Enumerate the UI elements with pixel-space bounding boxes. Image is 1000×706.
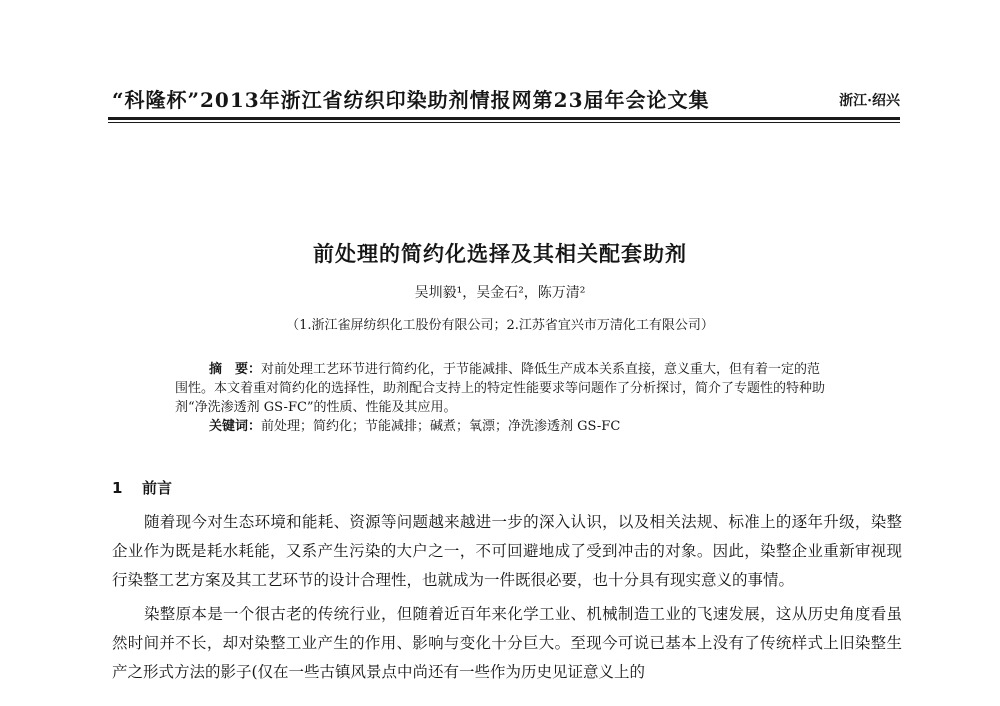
header-rule-thin xyxy=(108,122,900,123)
keywords-label: 关键词： xyxy=(209,419,262,434)
body-paragraph-1: 随着现今对生态环境和能耗、资源等问题越来越进一步的深入认识，以及相关法规、标准上的逐年升级，染整企业作为既是耗水耗能，又系产生污染的大户之一，不可回避地成了受到冲击的对象。因此，染整企业重新审视现行染整工艺方案及其工艺环节的设计合理性，也就成为一件既很必要，也十分具有现实意义的事情。 xyxy=(112,513,902,589)
body-paragraph-2: 染整原本是一个很古老的传统行业，但随着近百年来化学工业、机械制造工业的飞速发展，这从历史角度看虽然时间并不长，却对染整工业产生的作用、影响与变化十分巨大。至现今可说已基本上没有了传统样式上旧染整生产之形式方法的影子(仅在一些古镇风景点中尚还有一些作为历史见证意义上的 xyxy=(112,605,902,681)
abstract-text: 对前处理工艺环节进行简约化，于节能减排、降低生产成本关系直接，意义重大，但有着一定的范围性。本文着重对简约化的选择性，助剂配合支持上的特定性能要求等问题作了分析探讨，简介了专题性的特种助剂“净洗渗透剂 GS-FC”的性质、性能及其应用。 xyxy=(175,362,826,415)
body-text xyxy=(112,508,902,692)
section-title: 前言 xyxy=(142,479,173,497)
paper-affiliations: （1.浙江雀屏纺织化工股份有限公司；2.江苏省宜兴市万清化工有限公司） xyxy=(286,318,714,333)
abstract-block xyxy=(175,360,830,436)
proceedings-title: “科隆杯”2013年浙江省纺织印染助剂情报网第23届年会论文集 xyxy=(112,88,710,112)
keywords-line xyxy=(175,417,830,436)
keywords-text: 前处理；简约化；节能减排；碱煮；氧漂；净洗渗透剂 GS-FC xyxy=(261,419,621,434)
paper-authors: 吴圳毅¹，吴金石²，陈万清² xyxy=(414,285,586,301)
header-rule-thick xyxy=(108,117,900,120)
abstract-paragraph xyxy=(175,360,830,417)
section-heading xyxy=(112,477,172,498)
running-header xyxy=(112,84,900,114)
abstract-label: 摘 要： xyxy=(209,362,262,377)
paper-title: 前处理的简约化选择及其相关配套助剂 xyxy=(313,242,687,266)
conference-location: 浙江·绍兴 xyxy=(839,93,900,109)
section-number: 1 xyxy=(112,479,123,497)
